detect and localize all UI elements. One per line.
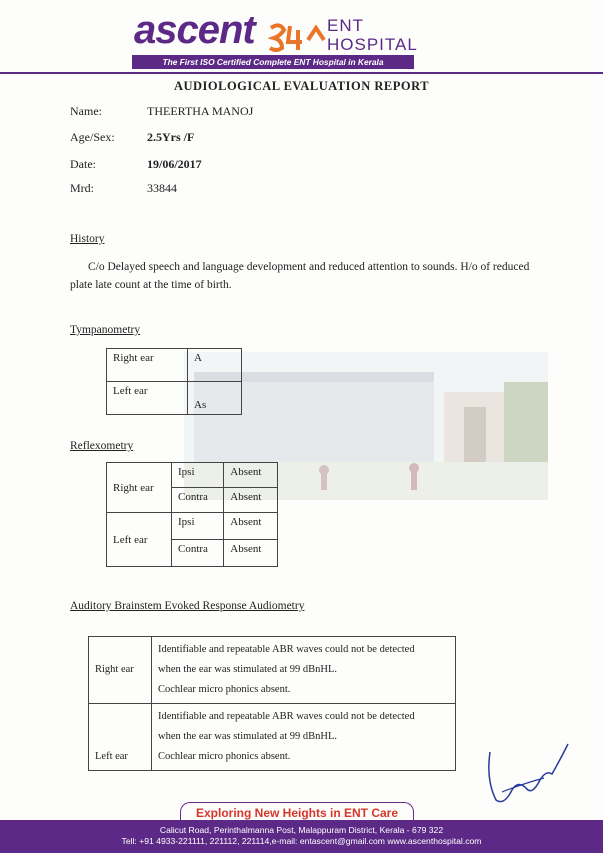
reflex-contra-label: Contra — [172, 488, 224, 513]
abr-ear-cell: Left ear — [89, 704, 152, 771]
logo-ent-text: ENT — [327, 16, 364, 35]
tympanometry-table — [106, 348, 242, 415]
abr-result-line: when the ear was stimulated at 99 dBnHL. — [158, 731, 338, 742]
report-date: 19/06/2017 — [147, 157, 202, 171]
tymp-value-cell: As — [188, 382, 242, 415]
table-row — [107, 463, 278, 488]
history-text: C/o Delayed speech and language development and reduced attention to sounds. H/o of reduced plate late count at the time of birth. — [70, 261, 530, 291]
reflexometry-heading: Reflexometry — [70, 440, 134, 452]
patient-name: THEERTHA MANOJ — [147, 104, 254, 118]
logo-hospital-text: HOSPITAL — [327, 35, 418, 54]
abr-result-line: when the ear was stimulated at 99 dBnHL. — [158, 664, 338, 675]
doctor-signature — [482, 740, 572, 810]
reflex-ipsi-value: Absent — [224, 463, 278, 488]
table-row — [107, 382, 242, 415]
abr-heading: Auditory Brainstem Evoked Response Audiometry — [70, 600, 305, 612]
abr-result-line: Identifiable and repeatable ABR waves could not be detected — [158, 711, 415, 722]
table-row — [89, 704, 456, 771]
abr-ear-cell: Right ear — [89, 637, 152, 704]
footer-address: Calicut Road, Perinthalmanna Post, Malappuram District, Kerala - 679 322 — [159, 825, 444, 835]
patient-age-sex: 2.5Yrs /F — [147, 130, 195, 144]
header-tagline: The First ISO Certified Complete ENT Hospital in Kerala — [132, 55, 414, 69]
mrd-label: Mrd: — [70, 181, 94, 195]
abr-result-line: Identifiable and repeatable ABR waves could not be detected — [158, 644, 415, 655]
table-row — [107, 513, 278, 540]
mrd-number: 33844 — [147, 181, 177, 195]
tymp-value-cell: A — [188, 349, 242, 382]
reflex-contra-label: Contra — [172, 540, 224, 567]
reflexometry-table — [106, 462, 278, 567]
footer-contact: Tell: +91 4933-221111, 221112, 221114,e-mail: entascent@gmail.com www.ascenthospital.com — [121, 836, 482, 846]
tymp-ear-cell: Right ear — [107, 349, 188, 382]
table-row — [107, 349, 242, 382]
history-heading: History — [70, 233, 105, 245]
date-label: Date: — [70, 157, 96, 171]
name-label: Name: — [70, 104, 102, 118]
tympanometry-heading: Tympanometry — [70, 324, 141, 336]
table-row — [89, 637, 456, 704]
footer-slogan: Exploring New Heights in ENT Care — [180, 802, 414, 823]
footer-band — [0, 820, 603, 853]
abr-result-line: Cochlear micro phonics absent. — [158, 684, 291, 695]
age-label: Age/Sex: — [70, 130, 115, 144]
abr-result-cell — [152, 637, 456, 704]
reflex-ipsi-label: Ipsi — [172, 513, 224, 540]
reflex-ear-cell: Right ear — [107, 463, 172, 513]
tymp-ear-cell: Left ear — [107, 382, 188, 415]
reflex-ear-cell: Left ear — [107, 513, 172, 567]
logo-mark-icon — [268, 22, 326, 52]
report-title: AUDIOLOGICAL EVALUATION REPORT — [173, 79, 430, 93]
abr-table — [88, 636, 456, 771]
reflex-contra-value: Absent — [224, 540, 278, 567]
reflex-contra-value: Absent — [224, 488, 278, 513]
header-divider — [0, 72, 603, 74]
reflex-ipsi-value: Absent — [224, 513, 278, 540]
reflex-ipsi-label: Ipsi — [172, 463, 224, 488]
abr-result-line: Cochlear micro phonics absent. — [158, 751, 291, 762]
abr-result-cell — [152, 704, 456, 771]
brand-logo-text: ascent — [134, 8, 255, 52]
